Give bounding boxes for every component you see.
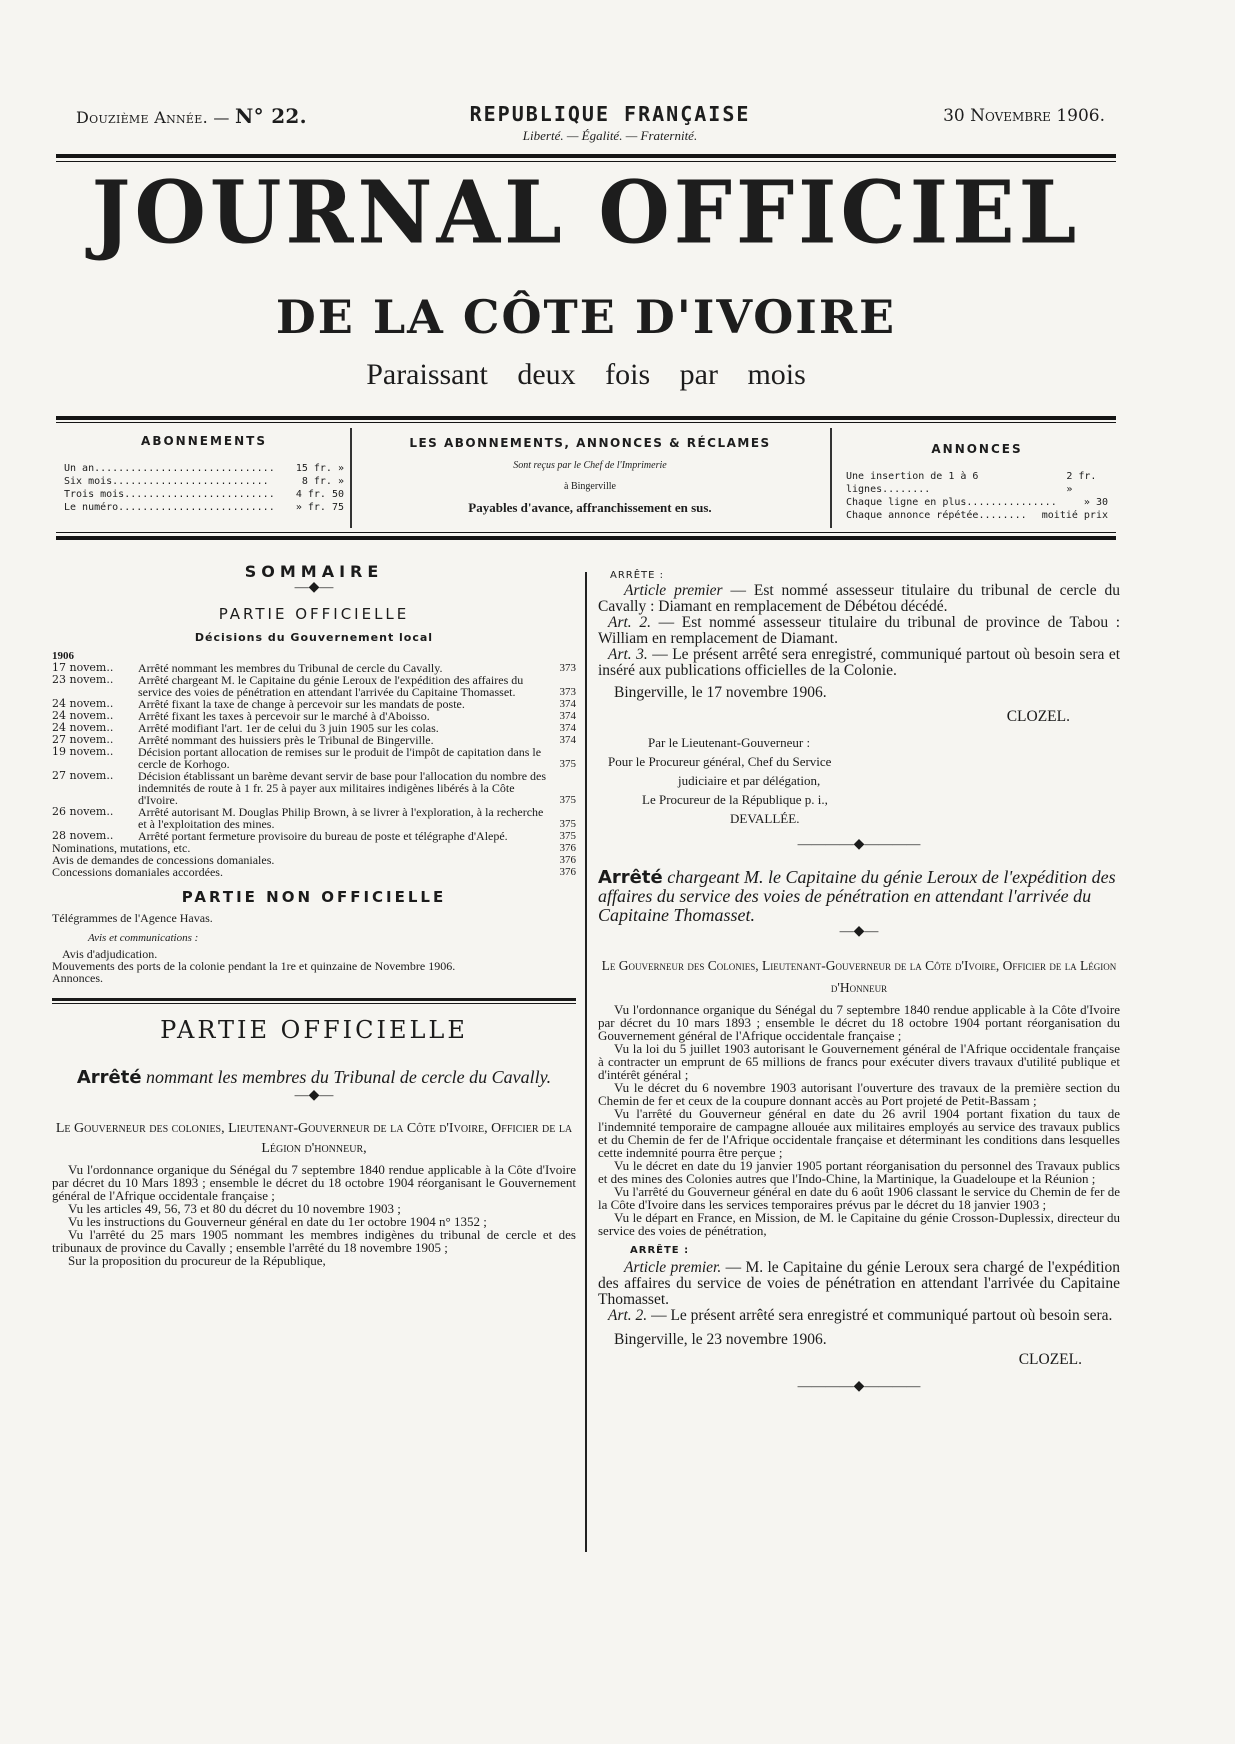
section-rule	[52, 998, 576, 1001]
sommaire-partie-officielle: PARTIE OFFICIELLE	[218, 605, 410, 623]
sommaire-entry: 24 novem.. Arrêté fixant la taxe de change à percevoir sur les mandats de poste. 374	[52, 697, 576, 711]
ornament: ————◆————	[797, 1379, 921, 1394]
annonce-row: Chaque annonce répétée........ moitié prix	[846, 510, 1108, 521]
sommaire-entry: 27 novem.. Arrêté nommant des huissiers près le Tribunal de Bingerville. 374	[52, 733, 576, 747]
arrete1-word: Arrêté	[76, 1067, 142, 1088]
arrete2-label: ARRÊTE :	[630, 1245, 690, 1256]
arrete2-vu: Vu le décret en date du 19 janvier 1905 portant réorganisation du personnel des Travaux publics et des mines des Colonies autres que l'Indo-Chine, la Martinique, la Guadeloupe et la Réunion ;	[598, 1158, 1120, 1186]
section-rule-thin	[52, 1003, 576, 1004]
box-top-rule-thin	[56, 422, 1116, 423]
arrete2-vu: Vu l'arrêté du Gouverneur général en date du 6 août 1906 classant le service du Chemin de fer de la Côte d'Ivoire dans les services temporaires prévus par le décret du 18 janvier 1903 ;	[598, 1184, 1120, 1212]
partie-officielle-title: PARTIE OFFICIELLE	[160, 1016, 468, 1044]
publication-frequency: Paraissant deux fois par mois	[366, 358, 806, 391]
sommaire-divers: Nominations, mutations, etc. 376	[52, 841, 576, 855]
journal-subtitle: DE LA CÔTE D'IVOIRE	[275, 290, 897, 344]
year-label: Douzième Année. —	[76, 108, 230, 127]
judiciaire: judiciaire et par délégation,	[678, 773, 821, 788]
annonces-list	[846, 470, 1108, 522]
arrete2-heading	[598, 868, 1120, 925]
signature: CLOZEL.	[1006, 708, 1070, 725]
ornament: —◆—	[294, 580, 334, 595]
arrete2-title: chargeant M. le Capitaine du génie Leroux de l'expédition des affaires du service des voies de pénétration en attendant l'arrivée du Capitaine Thomasset.	[598, 867, 1116, 925]
sommaire-divers: Avis de demandes de concessions domaniales. 376	[52, 853, 576, 867]
arrete2-vu: Vu le décret du 6 novembre 1903 autorisant l'ouverture des travaux de la première section du Chemin de fer et ceux de la coupure donnant accès au Port projeté de Petit-Bassam ;	[598, 1080, 1120, 1108]
arrete1-vu: Vu l'ordonnance organique du Sénégal du 7 septembre 1840 rendue applicable à la Côte d'Ivoire par décret du 10 Mars 1893 ; ensemble le décret du 18 octobre 1904 réorganisant le Gouvernement général de l'Afrique occidentale française ;	[52, 1162, 576, 1203]
box-divider-left	[350, 428, 352, 528]
centre-line3: Payables d'avance, affranchissement en sus.	[468, 500, 712, 515]
annonces-box	[846, 424, 1108, 528]
sommaire-annonces: Annonces.	[52, 971, 103, 985]
sommaire-year: 1906	[52, 650, 74, 662]
sommaire-divers: Concessions domaniales accordées. 376	[52, 865, 576, 879]
arrete2-gouverneur: Le Gouverneur des Colonies, Lieutenant-Gouverneur de la Côte d'Ivoire, Officier de la Légion d'Honneur	[601, 958, 1117, 995]
sommaire-entry: 19 novem.. Décision portant allocation de remises sur le produit de l'impôt de capitation dans le cercle de Korhogo. 375	[52, 745, 576, 771]
box-top-rule	[56, 416, 1116, 420]
arrete2-vu: Vu la loi du 5 juillet 1903 autorisant le Gouvernement général de l'Afrique occidentale française à contracter un emprunt de 65 millions de francs pour exécuter divers travaux d'utilité publique et d'intérêt général ;	[598, 1041, 1120, 1082]
arrete1-heading	[52, 1068, 576, 1087]
arrete2-article-2: Art. 2. — Le présent arrêté sera enregistré et communiqué partout où besoin sera.	[608, 1307, 1113, 1324]
par-lg: Par le Lieutenant-Gouverneur :	[648, 735, 811, 750]
arrete-label: ARRÊTE :	[610, 570, 665, 581]
box-bottom-rule	[56, 536, 1116, 540]
abonnement-row: Trois mois......................... 4 fr. 50	[64, 489, 344, 500]
column-rule	[585, 572, 587, 1552]
sommaire-partie-non-officielle: PARTIE NON OFFICIELLE	[181, 888, 447, 906]
republic-label: REPUBLIQUE FRANÇAISE	[469, 102, 751, 126]
arrete2-vu: Vu l'arrêté du Gouverneur général en date du 26 avril 1904 portant fixation du taux de l'indemnité temporaire de campagne allouée aux militaires employés au service des travaux publics et du Chemin de fer de l'Afrique occidentale française et déterminant les conditions dans lesquelles cette indemnité pourra être perçue ;	[598, 1106, 1120, 1160]
sommaire-entry: 23 novem.. Arrêté chargeant M. le Capitaine du génie Leroux de l'expédition des affaires du service des voies de pénétration en attendant l'arrivée du Capitaine Thomasset. 373	[52, 673, 576, 699]
sommaire-entry: 17 novem.. Arrêté nommant les membres du Tribunal de cercle du Cavally. 373	[52, 661, 576, 675]
box-bottom-rule-thin	[56, 532, 1116, 533]
annonce-row: Chaque ligne en plus............... » 30	[846, 497, 1108, 508]
arrete1-gouverneur: Le Gouverneur des colonies, Lieutenant-Gouverneur de la Côte d'Ivoire, Officier de la Légion d'honneur,	[55, 1121, 573, 1156]
sommaire-entry: 24 novem.. Arrêté modifiant l'art. 1er de celui du 3 juin 1905 sur les colas. 374	[52, 721, 576, 735]
abonnement-row: Un an.............................. 15 fr. »	[64, 463, 344, 474]
ornament: —◆—	[839, 924, 879, 939]
republic-header	[420, 102, 800, 144]
ornament: ————◆————	[797, 837, 921, 852]
centre-title: LES ABONNEMENTS, ANNONCES & RÉCLAMES	[409, 436, 771, 450]
sommaire-mouvements: Mouvements des ports de la colonie pendant la 1re et quinzaine de Novembre 1906.	[52, 959, 456, 973]
annonces-centre	[360, 424, 820, 528]
arrete1-vu: Vu l'arrêté du 25 mars 1905 nommant les membres indigènes du tribunal de cercle et des tribunaux de province du Cavally ; ensemble l'arrêté du 18 novembre 1905 ;	[52, 1227, 576, 1255]
sommaire-telegrammes: Télégrammes de l'Agence Havas.	[52, 911, 213, 925]
abonnements-title: ABONNEMENTS	[141, 434, 267, 448]
annonce-row: Une insertion de 1 à 6 lignes........ 2 fr. »	[846, 471, 1097, 495]
arrete2-article-1: Article premier. — M. le Capitaine du génie Leroux sera chargé de l'expédition des affaires du service de voies de pénétration en attendant l'arrivée du Capitaine Thomasset.	[598, 1259, 1120, 1308]
box-divider-right	[830, 428, 832, 528]
arrete2-word: Arrêté	[598, 867, 663, 888]
motto: Liberté. — Égalité. — Fraternité.	[522, 128, 698, 143]
issue-date: 30 Novembre 1906.	[943, 106, 1105, 126]
arrete2-vu: Vu l'ordonnance organique du Sénégal du 7 septembre 1840 rendue applicable à la Côte d'Ivoire par décret du 10 mars 1893 ; ensemble le décret du 18 octobre 1904 portant réorganisation du Gouvernement général de l'Afrique occidentale française ;	[598, 1002, 1120, 1043]
article-2: Art. 2. — Est nommé assesseur titulaire du tribunal de province de Tabou : William en remplacement de Diamant.	[598, 614, 1121, 647]
abonnements-list	[64, 462, 344, 514]
procureur: Le Procureur de la République p. i.,	[642, 792, 828, 807]
sommaire-list	[52, 662, 576, 878]
issue-number: N° 22.	[235, 104, 307, 128]
arrete1-vu: Vu les instructions du Gouverneur général en date du 1er octobre 1904 n° 1352 ;	[68, 1214, 487, 1229]
arrete1-title: nommant les membres du Tribunal de cercle du Cavally.	[146, 1067, 552, 1087]
ornament: —◆—	[294, 1088, 334, 1103]
contreseing	[598, 733, 1120, 828]
arrete1-vu: Sur la proposition du procureur de la République,	[68, 1253, 326, 1268]
arrete2-signature: CLOZEL.	[1018, 1351, 1082, 1368]
sommaire-avis-title: Avis et communications :	[88, 932, 199, 944]
sommaire-entry: 28 novem.. Arrêté portant fermeture provisoire du bureau de poste et télégraphe d'Alepé. 375	[52, 829, 576, 843]
journal-title: JOURNAL OFFICIEL	[91, 162, 1081, 264]
sommaire-entry: 24 novem.. Arrêté fixant les taxes à percevoir sur le marché à d'Aboisso. 374	[52, 709, 576, 723]
sommaire-entry: 26 novem.. Arrêté autorisant M. Douglas Philip Brown, à se livrer à l'exploration, à la recherche et à l'exploitation des mines. 375	[52, 805, 576, 831]
annonces-title: ANNONCES	[931, 442, 1023, 456]
article-3: Art. 3. — Le présent arrêté sera enregistré, communiqué partout où besoin sera et inséré aux publications officielles de la Colonie.	[598, 646, 1121, 679]
top-rule	[56, 154, 1116, 158]
centre-line1: Sont reçus par le Chef de l'Imprimerie	[513, 460, 667, 471]
left-column	[52, 562, 576, 1267]
abonnements-box	[64, 424, 344, 528]
arrete2-lieu-date: Bingerville, le 23 novembre 1906.	[614, 1331, 827, 1348]
abonnement-row: Le numéro.......................... » fr. 75	[64, 502, 344, 513]
sommaire-entry: 27 novem.. Décision établissant un barème devant servir de base pour l'allocation du nombre des indemnités de route à 1 fr. 25 à payer aux militaires indigènes libérés à la Côte d'Ivoire. 375	[52, 769, 576, 807]
pour-procureur: Pour le Procureur général, Chef du Service	[608, 754, 832, 769]
abonnement-row: Six mois.......................... 8 fr. »	[64, 476, 344, 487]
sommaire-decisions: Décisions du Gouvernement local	[194, 631, 434, 644]
issue-year	[76, 104, 307, 128]
sommaire-avis: Avis d'adjudication.	[62, 947, 158, 961]
sommaire-title: SOMMAIRE	[244, 562, 384, 581]
arrete1-vu: Vu les articles 49, 56, 73 et 80 du décret du 10 novembre 1903 ;	[68, 1201, 401, 1216]
right-column	[598, 570, 1120, 1394]
arrete2-vu: Vu le départ en France, en Mission, de M. le Capitaine du génie Crosson-Duplessix, directeur du service des voies de pénétration,	[598, 1210, 1120, 1238]
article-1: Article premier — Est nommé assesseur titulaire du tribunal de cercle du Cavally : Diamant en remplacement de Débétou décédé.	[598, 582, 1120, 615]
centre-line2: à Bingerville	[564, 481, 616, 492]
lieu-date: Bingerville, le 17 novembre 1906.	[614, 684, 827, 701]
procureur-nom: DEVALLÉE.	[730, 811, 800, 826]
